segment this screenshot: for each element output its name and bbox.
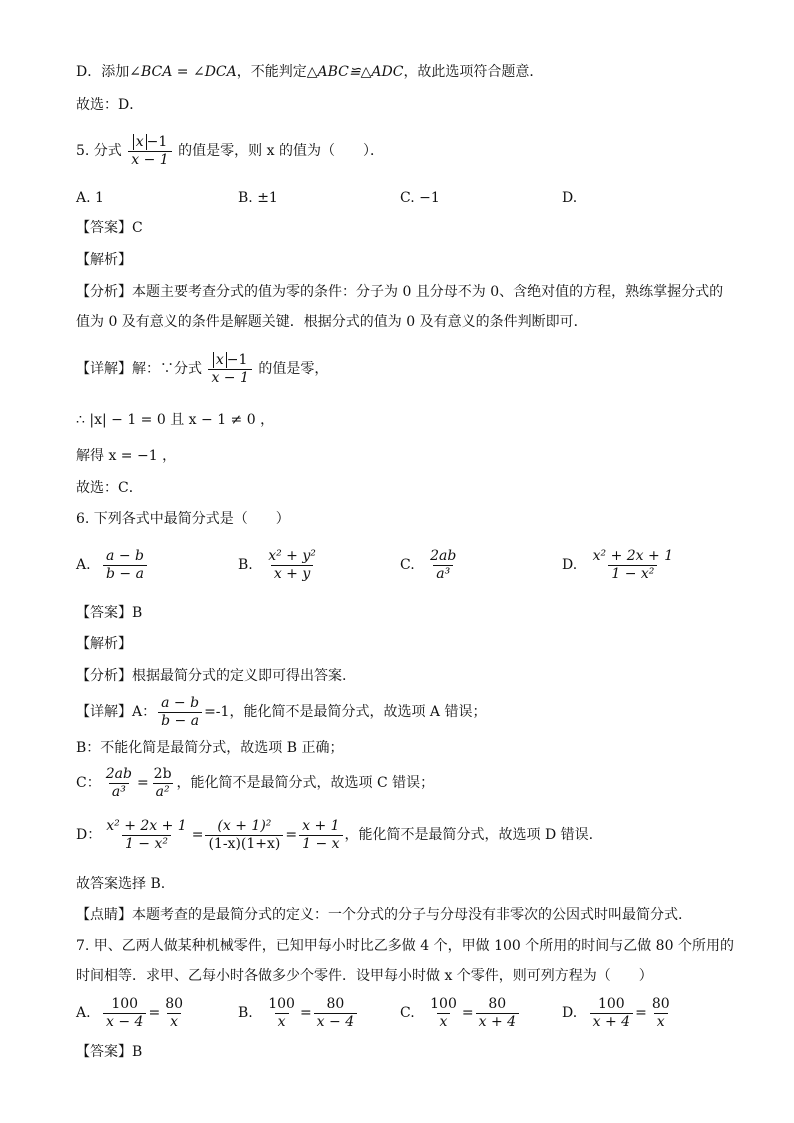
q5-option-c: C. −1 <box>400 190 440 206</box>
label: A. <box>76 557 91 573</box>
den: x <box>167 1013 181 1031</box>
q7-stem-1: 7. 甲、乙两人做某种机械零件，已知甲每小时比乙多做 4 个，甲做 100 个所用的时间与乙做 80 个所用的 <box>76 938 734 954</box>
den: a³ <box>433 565 453 583</box>
den: x + y <box>271 565 313 583</box>
q6-conclusion: 故答案选择 B. <box>76 876 166 892</box>
xiangjie-post: 的值是零， <box>258 361 329 377</box>
label: D. <box>562 1005 578 1021</box>
den: x <box>654 1013 668 1031</box>
q5-jiexi: 【解析】 <box>76 252 132 268</box>
num: x² + 2x + 1 <box>106 817 187 834</box>
label: C. <box>400 557 415 573</box>
pre: D： <box>76 827 102 843</box>
q6-xiangjie-a <box>76 693 486 731</box>
num: 100 <box>111 995 139 1012</box>
post: ，能化简不是最简分式，故选项 D 错误. <box>344 827 594 843</box>
label: A. <box>76 1005 91 1021</box>
q5-stem <box>76 132 384 170</box>
den: x − 4 <box>314 1013 357 1031</box>
label: D. <box>562 557 578 573</box>
q6-xiangjie-d: D： $\frac{\text{x² + 2x + 1}}{\text{1 − x²}}$ = $\frac{\text{(x + 1)²}}{(1-x)(1+x)}$ = $\frac{x + 1}{1 - x}$ ，能化简不是最简分式，故选项 D 错误. <box>76 817 594 852</box>
den: b − a <box>103 565 147 583</box>
choose-line: 故选：D． <box>76 97 144 113</box>
post: =-1，能化简不是最简分式，故选项 A 错误； <box>204 704 487 720</box>
q6-option-c <box>400 546 461 584</box>
abs-x: x <box>213 352 227 368</box>
q7-answer: 【答案】B <box>76 1044 143 1060</box>
den: a³ <box>109 783 129 801</box>
post: ，能化简不是最简分式，故选项 C 错误； <box>176 775 435 791</box>
q6-answer: 【答案】B <box>76 605 143 621</box>
num: 100 <box>597 995 625 1012</box>
num-rest: −1 <box>146 133 168 150</box>
q6-xiangjie-b: B：不能化简是最简分式，故选项 B 正确； <box>76 740 344 756</box>
num: 2ab <box>430 547 457 564</box>
num: 80 <box>488 995 507 1012</box>
q6-stem: 6. 下列各式中最简分式是（ ） <box>76 511 290 527</box>
text: D．添加 <box>76 64 130 80</box>
abs-x: x <box>133 134 147 150</box>
den: (1-x)(1+x) <box>205 835 283 853</box>
num: (x + 1)² <box>217 817 272 834</box>
q5-stem-post: 的值是零，则 x 的值为（ ）． <box>178 143 384 159</box>
statement-d <box>76 62 543 82</box>
den: 1 − x² <box>608 565 657 583</box>
q6-dianjing: 【点睛】本题考查的是最简分式的定义：一个分式的分子与分母没有非零次的公因式时叫最简分式. <box>76 907 683 923</box>
q6-option-b <box>238 546 321 584</box>
num-rest: −1 <box>226 351 248 368</box>
q5-answer: 【答案】C <box>76 220 143 236</box>
label: C. <box>400 1005 415 1021</box>
q6-fenxi: 【分析】根据最简分式的定义即可得出答案. <box>76 668 347 684</box>
label: B. <box>238 557 253 573</box>
q5-step-2: 解得 x = −1 ， <box>76 448 177 464</box>
den: 1 − x² <box>122 835 171 853</box>
q5-step-1: ∴ |x| − 1 = 0 且 x − 1 ≠ 0 ， <box>76 412 275 428</box>
den: 1 − x <box>299 835 342 853</box>
congruence: △ABC≌△ADC <box>306 64 404 80</box>
num: 80 <box>165 995 184 1012</box>
q6-option-d <box>562 546 678 584</box>
num: x + 1 <box>302 817 340 834</box>
q5-option-a: A. 1 <box>76 190 104 206</box>
num: 80 <box>326 995 345 1012</box>
den: a² <box>153 783 173 801</box>
num: x² + y² <box>268 547 316 564</box>
num: 80 <box>651 995 670 1012</box>
xiangjie-pre: 【详解】解：∵分式 <box>76 361 202 377</box>
q5-stem-pre: 5. 分式 <box>76 143 122 159</box>
den: x + 4 <box>590 1013 633 1031</box>
pre: 【详解】A： <box>76 704 157 720</box>
angle-equation: ∠BCA = ∠DCA <box>129 64 237 80</box>
q5-option-d: D. <box>562 190 578 206</box>
denominator: x − 1 <box>208 369 251 387</box>
denominator: x − 1 <box>128 151 171 169</box>
num: x² + 2x + 1 <box>592 547 674 564</box>
label: B. <box>238 1005 253 1021</box>
text: ，故此选项符合题意． <box>403 64 544 80</box>
q6-option-a <box>76 546 149 584</box>
num: 100 <box>430 995 457 1012</box>
text: ，不能判定 <box>236 64 307 80</box>
q5-step-3: 故选：C． <box>76 480 143 496</box>
q5-fenxi-1: 【分析】本题主要考查分式的值为零的条件：分子为 0 且分母不为 0、含绝对值的方程，熟练掌握分式的 <box>76 284 724 300</box>
pre: C： <box>76 775 101 791</box>
den: x <box>275 1013 289 1031</box>
q5-fenxi-2: 值为 0 及有意义的条件是解题关键．根据分式的值为 0 及有意义的条件判断即可． <box>76 314 588 330</box>
q5-option-b: B. ±1 <box>238 190 278 206</box>
q6-xiangjie-c: C： $\frac{2ab}{\text{a³}}$ = $\frac{2b}{\text{a²}}$ ，能化简不是最简分式，故选项 C 错误； <box>76 765 435 800</box>
q6-jiexi: 【解析】 <box>76 636 132 652</box>
den: x <box>437 1013 451 1031</box>
num: a − b <box>161 694 200 711</box>
q7-option-c: C. $\frac{100}{x}$ = $\frac{80}{x + 4}$ <box>400 994 521 1032</box>
q7-option-d: D. $\frac{100}{x + 4}$ = $\frac{80}{x}$ <box>562 994 675 1032</box>
q5-xiangjie-fraction <box>208 352 251 387</box>
q7-option-b: B. $\frac{100}{x}$ = $\frac{80}{x - 4}$ <box>238 994 359 1032</box>
q7-option-a: A. $\frac{100}{x - 4}$ = $\frac{80}{x}$ <box>76 994 188 1032</box>
q5-xiangjie <box>76 350 328 388</box>
den: x − 4 <box>103 1013 146 1031</box>
num: 100 <box>268 995 295 1012</box>
num: 2b <box>153 765 172 782</box>
q7-stem-2: 时间相等．求甲、乙每小时各做多少个零件．设甲每小时做 x 个零件，则可列方程为（ ） <box>76 968 653 984</box>
den: x + 4 <box>476 1013 519 1031</box>
den: b − a <box>158 712 202 730</box>
q5-fraction <box>128 134 171 169</box>
num: a − b <box>106 547 144 564</box>
num: 2ab <box>105 765 132 782</box>
